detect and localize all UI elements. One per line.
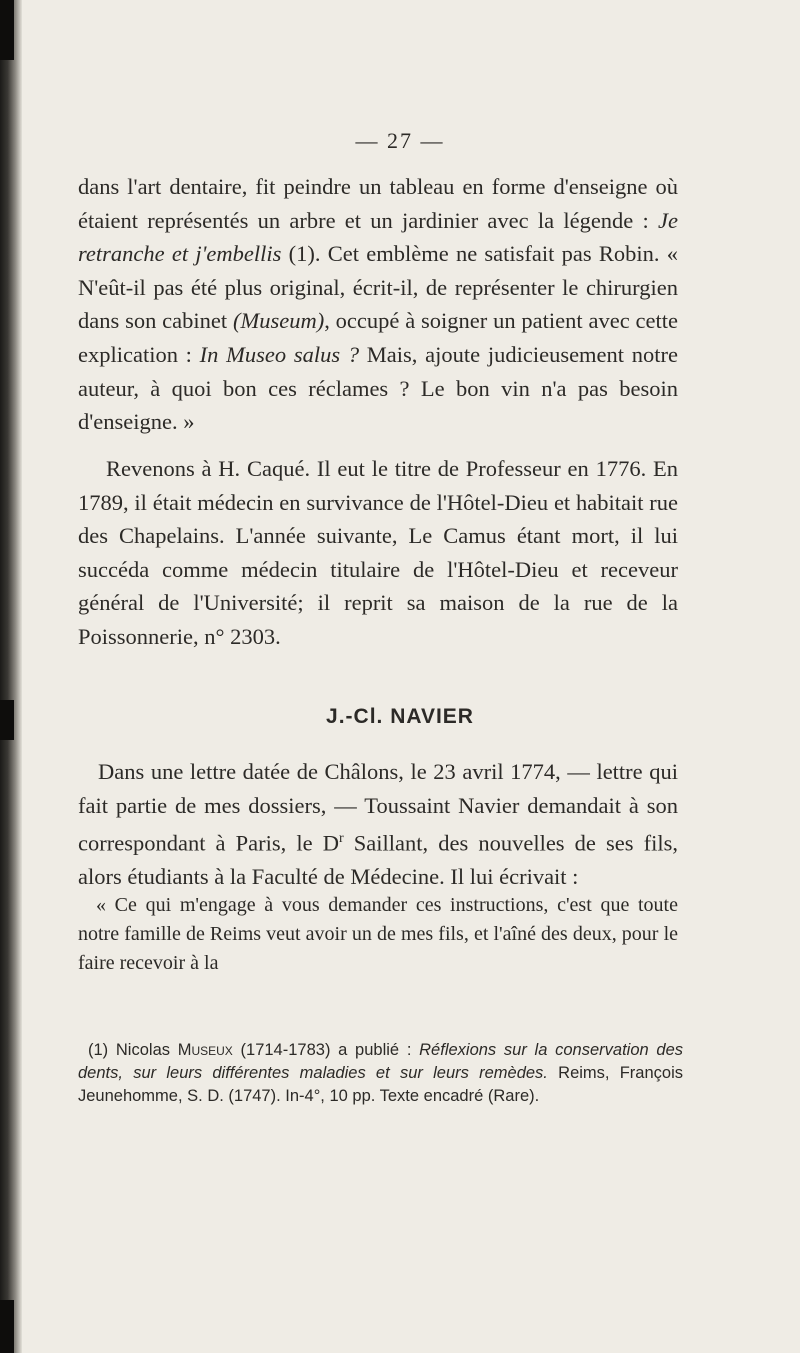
paragraph-1-part-c: , occupé à soigner un patient avec cette explication : bbox=[78, 308, 678, 367]
paragraph-1-italic-museum: (Museum) bbox=[232, 308, 325, 334]
footnote-part-b: (1714-1783) a publié : bbox=[232, 1041, 420, 1059]
spine-dark-band bbox=[0, 1300, 14, 1353]
quotation-text: « Ce qui m'engage à vous demander ces instructions, c'est que toute notre famille de Reims veut avoir un de mes fils, et l'aîné des deux, pour le faire recevoir à la bbox=[78, 894, 678, 974]
paragraph-1-italic-salus: In Museo salus ? bbox=[199, 341, 360, 367]
page-number: — 27 — bbox=[355, 128, 445, 153]
paragraph-2 bbox=[78, 452, 678, 654]
paragraph-1 bbox=[78, 170, 678, 439]
paragraph-3-part-a: Dans une lettre datée de Châlons, le 23 avril 1774, — lettre qui fait partie de mes dossiers, — Toussaint Navier demandait à son correspondant à Paris, le D bbox=[78, 759, 678, 856]
quotation bbox=[78, 891, 678, 978]
paragraph-1-part-b: (1). Cet emblème ne satisfait pas Robin. « N'eût-il pas été plus original, écrit-il, de représenter le chirurgien dans son cabinet bbox=[78, 241, 678, 334]
paragraph-2-text: Revenons à H. Caqué. Il eut le titre de Professeur en 1776. En 1789, il était médecin en survivance de l'Hôtel-Dieu et habitait rue des Chapelains. L'année suivante, Le Camus étant mort, il lui succéda comme médecin titulaire de l'Hôtel-Dieu et receveur général de l'Université; il reprit sa maison de la rue de la Poissonnerie, n° 2303. bbox=[78, 456, 678, 649]
paragraph-1-part-a: dans l'art dentaire, fit peindre un tableau en forme d'enseigne où étaient représentés un arbre et un jardinier avec la légende : bbox=[78, 174, 678, 233]
paragraph-1-part-d: Mais, ajoute judicieusement notre auteur, à quoi bon ces réclames ? Le bon vin n'a pas besoin d'enseigne. » bbox=[78, 341, 678, 435]
footnote-part-c: Reims, François Jeunehomme, S. D. (1747). In-4°, 10 pp. Texte encadré (Rare). bbox=[78, 1064, 684, 1105]
paragraph-3-part-b: Saillant, des nouvelles de ses fils, alors étudiants à la Faculté de Médecine. Il lui écrivait : bbox=[78, 830, 678, 890]
section-title: J.-Cl. NAVIER bbox=[326, 705, 474, 728]
spine-dark-band bbox=[0, 0, 14, 60]
footnote bbox=[78, 1039, 683, 1108]
paragraph-3 bbox=[78, 755, 678, 894]
book-spine-shadow bbox=[0, 0, 22, 1353]
paragraph-1-italic-legend: Je retranche et j'embellis bbox=[78, 207, 678, 267]
footnote-author: Museux bbox=[177, 1041, 233, 1059]
footnote-part-a: (1) Nicolas bbox=[88, 1041, 178, 1059]
paragraph-3-superscript: r bbox=[338, 831, 344, 847]
footnote-title: Réflexions sur la conservation des dents, sur leurs différentes maladies et sur leurs remèdes. bbox=[78, 1041, 683, 1082]
